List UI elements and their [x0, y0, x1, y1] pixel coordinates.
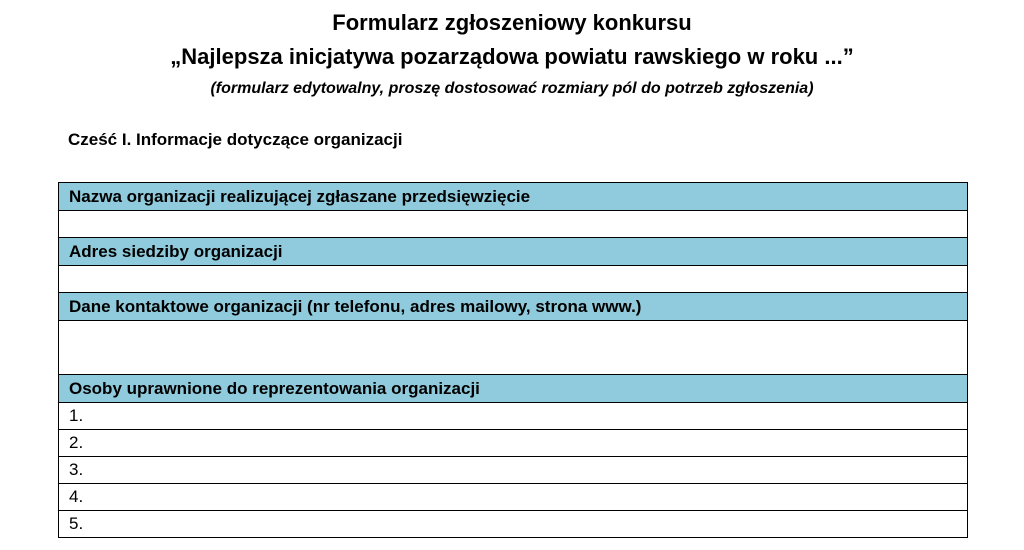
organization-contact-label: Dane kontaktowe organizacji (nr telefonu, adres mailowy, strona www.) — [59, 293, 968, 321]
field-value-row — [59, 211, 968, 238]
representatives-label: Osoby uprawnione do reprezentowania organizacji — [59, 375, 968, 403]
representative-row — [59, 403, 968, 430]
organization-info-table — [58, 182, 968, 538]
organization-address-field[interactable] — [59, 266, 968, 293]
form-title: Formularz zgłoszeniowy konkursu — [332, 10, 692, 35]
representative-field[interactable]: 4. — [59, 484, 968, 511]
field-value-row — [59, 321, 968, 375]
organization-address-label: Adres siedziby organizacji — [59, 238, 968, 266]
field-value-row — [59, 266, 968, 293]
representative-field[interactable]: 2. — [59, 430, 968, 457]
organization-name-label: Nazwa organizacji realizującej zgłaszane przedsięwzięcie — [59, 183, 968, 211]
section-title: Cześć I. Informacje dotyczące organizacji — [68, 130, 403, 149]
representative-row — [59, 511, 968, 538]
field-header-row — [59, 238, 968, 266]
form-subtitle: (formularz edytowalny, proszę dostosować rozmiary pól do potrzeb zgłoszenia) — [210, 80, 814, 97]
representative-field[interactable]: 5. — [59, 511, 968, 538]
field-header-row — [59, 293, 968, 321]
contest-name: „Najlepsza inicjatywa pozarządowa powiatu rawskiego w roku ...” — [170, 44, 854, 69]
representative-field[interactable]: 3. — [59, 457, 968, 484]
representative-row — [59, 430, 968, 457]
representative-row — [59, 484, 968, 511]
organization-name-field[interactable] — [59, 211, 968, 238]
field-header-row — [59, 375, 968, 403]
representative-field[interactable]: 1. — [59, 403, 968, 430]
field-header-row — [59, 183, 968, 211]
organization-contact-field[interactable] — [59, 321, 968, 375]
representative-row — [59, 457, 968, 484]
